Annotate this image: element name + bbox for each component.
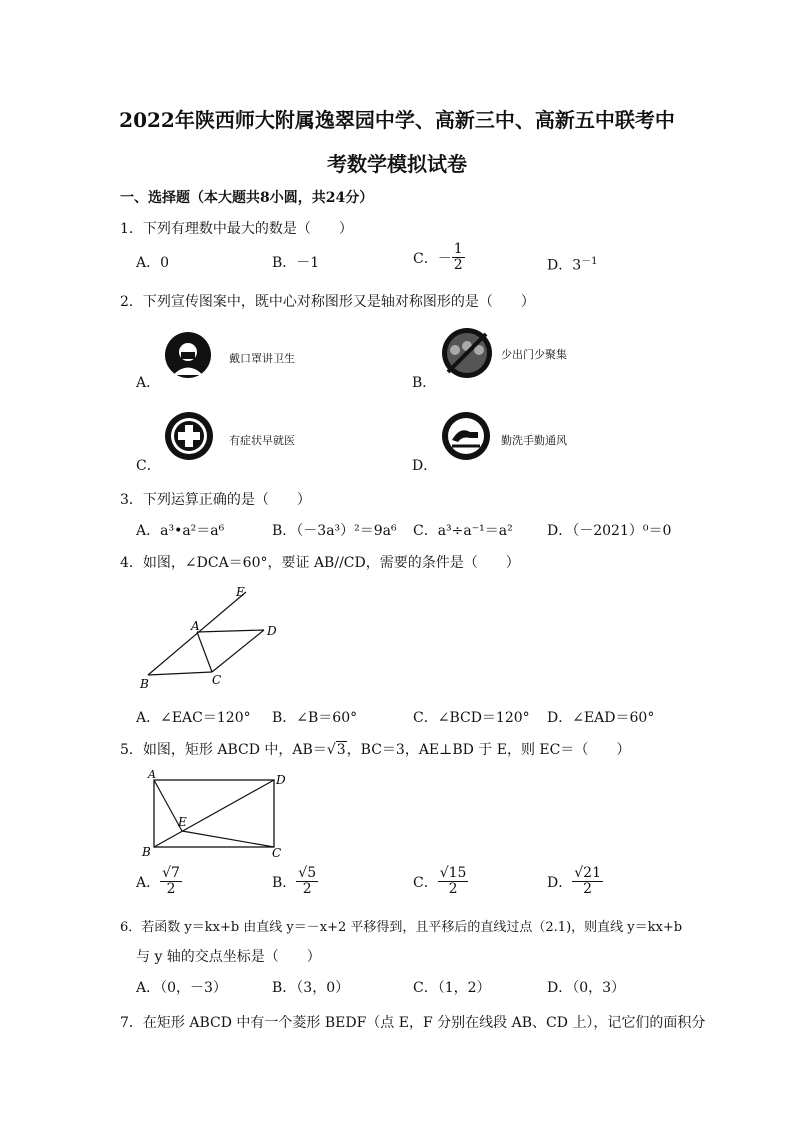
q5-c-radicand: 15 [448, 865, 467, 881]
q5-c-prefix: C． [413, 874, 438, 891]
line-c-d [212, 630, 264, 672]
q3-stem: 3．下列运算正确的是（ ） [120, 492, 311, 508]
section-header: 一、选择题（本大题共8小圆，共24分） [120, 190, 374, 206]
q5-a-radicand: 7 [171, 865, 180, 881]
q5-d-radicand: 21 [583, 865, 601, 881]
q2-b-label: 少出门少聚集 [501, 348, 567, 361]
q5-stem-pre: 5．如图，矩形 ABCD 中，AB＝ [120, 742, 327, 758]
q5-stem-post: ，BC＝3，AE⊥BD 于 E，则 EC＝（ ） [346, 742, 631, 758]
q5-d-num: √21 [574, 865, 601, 881]
q6-option-b: B．（3，0） [272, 980, 350, 996]
medical-cross-icon [163, 410, 215, 462]
q5-a-prefix: A． [136, 874, 161, 891]
q6-option-d: D．（0，3） [547, 980, 626, 996]
q5-d-den: 2 [583, 881, 593, 898]
q1-option-a: A．0 [136, 255, 170, 271]
q2-option-a: A． [136, 375, 161, 391]
q5-geometry-figure [136, 768, 296, 862]
segment-ec [182, 831, 274, 847]
q1-c-denominator: 2 [453, 257, 463, 274]
page-title-line1: 2022年陕西师大附属逸翠园中学、高新三中、高新五中联考中 [119, 108, 675, 132]
label-e: E [236, 585, 245, 599]
label-c: C [272, 846, 282, 860]
q1-option-d [547, 252, 598, 275]
q5-b-fraction [296, 866, 318, 898]
q5-b-den: 2 [302, 881, 312, 898]
label-c: C [212, 673, 222, 687]
q3-option-b: B．（－3a³）²＝9a⁶ [272, 523, 397, 539]
q5-stem [120, 739, 630, 759]
label-d: D [276, 773, 286, 787]
label-d: D [267, 624, 277, 638]
q2-option-d: D． [412, 458, 438, 474]
q3-option-c: C．a³÷a⁻¹＝a² [413, 523, 513, 539]
q5-option-a [136, 866, 182, 898]
q5-sqrt-radicand: 3 [336, 742, 346, 758]
q6-stem-line1: 6．若函数 y＝kx+b 由直线 y＝－x+2 平移得到，且平移后的直线过点（2.1)，则直线 y＝kx+b [120, 920, 683, 935]
q2-option-b: B． [412, 375, 437, 391]
q5-a-num: √7 [162, 865, 180, 881]
q1-stem: 1．下列有理数中最大的数是（ ） [120, 221, 353, 237]
q3-option-d: D．（－2021）⁰＝0 [547, 523, 672, 539]
q5-c-fraction [438, 866, 469, 898]
q1-option-d-base: D．3 [547, 257, 582, 274]
mask-icon [163, 330, 213, 380]
q5-c-num: √15 [439, 865, 467, 881]
line-a-c [197, 632, 212, 672]
q5-a-fraction [160, 866, 182, 898]
q5-b-radicand: 5 [307, 865, 317, 881]
q4-option-c: C．∠BCD＝120° [413, 710, 530, 726]
q6-stem-line2: 与 y 轴的交点坐标是（ ） [136, 949, 321, 965]
label-e: E [178, 815, 187, 829]
label-a: A [191, 619, 200, 633]
handwash-icon [440, 410, 492, 462]
q2-c-label: 有症状早就医 [229, 434, 295, 447]
q5-a-den: 2 [166, 881, 176, 898]
q6-option-a: A．（0，－3） [136, 980, 227, 996]
q4-option-b: B．∠B＝60° [272, 710, 358, 726]
q5-b-num: √5 [298, 865, 317, 881]
label-b: B [140, 677, 149, 691]
label-b: B [142, 845, 151, 859]
q1-option-c-prefix: C．－ [413, 250, 452, 267]
q5-option-c [413, 866, 468, 898]
q5-d-fraction [572, 866, 603, 898]
q5-sqrt: √3 [326, 742, 346, 758]
crowd-icon [440, 326, 494, 380]
q6-option-c: C．（1，2） [413, 980, 491, 996]
page-title-line2: 考数学模拟试卷 [327, 152, 467, 176]
q5-option-b [272, 866, 318, 898]
q1-c-numerator: 1 [453, 241, 463, 257]
q2-d-label: 勤洗手勤通风 [501, 434, 567, 447]
q1-option-d-exp: －1 [581, 256, 598, 267]
q2-stem: 2．下列宣传图案中，既中心对称图形又是轴对称图形的是（ ） [120, 294, 535, 310]
q4-geometry-figure [136, 582, 286, 692]
q5-b-prefix: B． [272, 874, 297, 891]
q1-option-b: B．－1 [272, 255, 320, 271]
q2-a-label: 戴口罩讲卫生 [229, 352, 295, 365]
q4-option-a: A．∠EAC＝120° [136, 710, 251, 726]
line-b-c [148, 672, 212, 675]
q5-d-prefix: D． [547, 874, 573, 891]
line-a-d [197, 630, 264, 632]
q1-option-c [413, 242, 465, 274]
q5-option-d [547, 866, 603, 898]
q3-option-a: A．a³•a²＝a⁶ [136, 523, 225, 539]
q4-stem: 4．如图，∠DCA＝60°，要证 AB//CD，需要的条件是（ ） [120, 555, 520, 571]
q4-option-d: D．∠EAD＝60° [547, 710, 655, 726]
q1-option-c-fraction [452, 242, 465, 274]
label-a: A [148, 768, 156, 781]
q7-stem: 7．在矩形 ABCD 中有一个菱形 BEDF（点 E，F 分别在线段 AB、CD 上），记它们的面积分 [120, 1015, 706, 1031]
q5-c-den: 2 [448, 881, 458, 898]
q2-option-c: C． [136, 458, 161, 474]
